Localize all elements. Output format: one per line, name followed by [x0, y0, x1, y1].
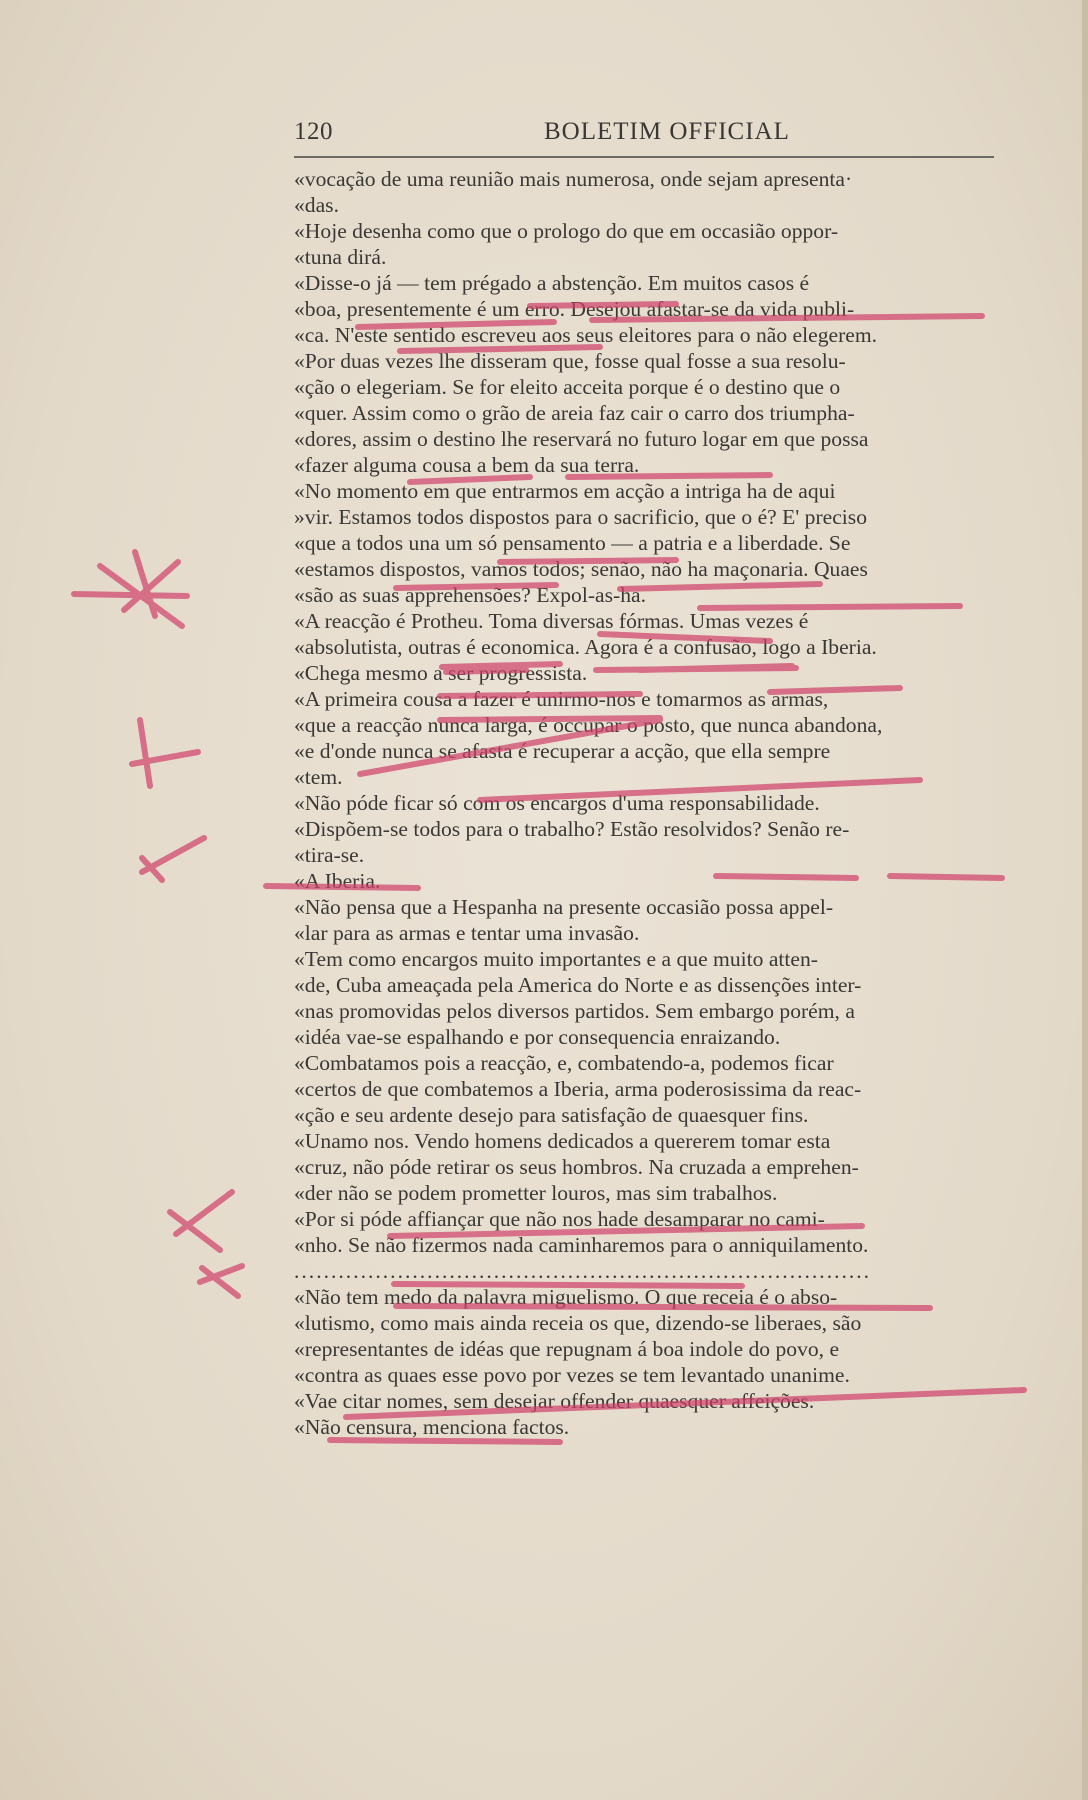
text-line: «A reacção é Protheu. Toma diversas fórmas. Umas vezes é [294, 609, 809, 633]
page-edge [1082, 0, 1088, 1800]
text-line: «Por si póde affiançar que não nos hade desamparar no cami- [294, 1207, 825, 1231]
text-line: «contra as quaes esse povo por vezes se tem levantado unanime. [294, 1363, 850, 1387]
text-line: «A Iberia. [294, 869, 381, 893]
text-line: «nas promovidas pelos diversos partidos. Sem embargo porém, a [294, 999, 855, 1023]
text-line: «Disse-o já — tem prégado a abstenção. Em muitos casos é [294, 271, 810, 295]
text-line: «estamos dispostos, vamos todos; senão, não ha maçonaria. Quaes [294, 557, 868, 581]
text-line: «são as suas apprehensões? Expol-as-ha. [294, 583, 646, 607]
text-line: «ção o elegeriam. Se for eleito acceita porque é o destino que o [294, 375, 841, 399]
text-line: «idéa vae-se espalhando e por consequencia enraizando. [294, 1025, 781, 1049]
text-line: «fazer alguma cousa a bem da sua terra. [294, 453, 640, 477]
text-line: «tuna dirá. [294, 245, 387, 269]
text-line: «certos de que combatemos a Iberia, arma poderosissima da reac- [294, 1077, 862, 1101]
text-line: «Dispõem-se todos para o trabalho? Estão resolvidos? Senão re- [294, 817, 850, 841]
text-line: «ção e seu ardente desejo para satisfação de quaesquer fins. [294, 1103, 809, 1127]
text-line: «No momento em que entrarmos em acção a intriga ha de aqui [294, 479, 836, 503]
text-line: «ca. N'este sentido escreveu aos seus eleitores para o não elegerem. [294, 323, 878, 347]
text-line: «e d'onde nunca se afasta é recuperar a acção, que ella sempre [294, 739, 831, 763]
text-line: «Por duas vezes lhe disseram que, fosse qual fosse a sua resolu- [294, 349, 846, 373]
text-line: «cruz, não póde retirar os seus hombros. Na cruzada a emprehen- [294, 1155, 859, 1179]
text-line: «boa, presentemente é um erro. Desejou afastar-se da vida publi- [294, 297, 855, 321]
text-line: «representantes de idéas que repugnam á boa indole do povo, e [294, 1337, 840, 1361]
body-text [294, 166, 996, 1440]
text-line: «lar para as armas e tentar uma invasão. [294, 921, 640, 945]
journal-title: BOLETIM OFFICIAL [544, 118, 790, 145]
text-line: »vir. Estamos todos dispostos para o sacrificio, que o é? E' preciso [294, 505, 868, 529]
text-line: «Combatamos pois a reacção, e, combatendo-a, podemos ficar [294, 1051, 834, 1075]
text-line: «das. [294, 193, 339, 217]
text-line: «Chega mesmo a ser progressista. [294, 661, 588, 685]
text-line: «que a reacção nunca larga, é occupar o posto, que nunca abandona, [294, 713, 883, 737]
text-line: «tira-se. [294, 843, 365, 867]
text-line: «vocação de uma reunião mais numerosa, onde sejam apresenta· [294, 167, 853, 191]
text-line: «der não se podem prometter louros, mas sim trabalhos. [294, 1181, 778, 1205]
text-line: «tem. [294, 765, 343, 789]
text-line: «absolutista, outras é economica. Agora é a confusão, logo a Iberia. [294, 635, 877, 659]
text-line: «lutismo, como mais ainda receia os que, dizendo-se liberaes, são [294, 1311, 862, 1335]
text-line: «Hoje desenha como que o prologo do que em occasião oppor- [294, 219, 839, 243]
text-line: «Tem como encargos muito importantes e a que muito atten- [294, 947, 818, 971]
text-line: «Vae citar nomes, sem desejar offender quaesquer affeições. [294, 1389, 815, 1413]
text-line: «nho. Se não fizermos nada caminharemos para o anniquilamento. [294, 1233, 869, 1257]
text-line: «quer. Assim como o grão de areia faz cair o carro dos triumpha- [294, 401, 855, 425]
text-line: «Não pensa que a Hespanha na presente occasião possa appel- [294, 895, 834, 919]
text-line: «Não tem medo da palavra miguelismo. O que receia é o abso- [294, 1285, 838, 1309]
text-line: «Não censura, menciona factos. [294, 1415, 570, 1439]
text-line: «de, Cuba ameaçada pela America do Norte e as dissenções inter- [294, 973, 862, 997]
text-line: «que a todos una um só pensamento — a patria e a liberdade. Se [294, 531, 851, 555]
text-line: «Não póde ficar só com os encargos d'uma responsabilidade. [294, 791, 820, 815]
text-line: «Unamo nos. Vendo homens dedicados a quererem tomar esta [294, 1129, 831, 1153]
ellipsis-separator: .............................................................................. [294, 1259, 872, 1283]
page-number: 120 [294, 118, 333, 145]
page-header [294, 118, 994, 152]
header-rule [294, 156, 994, 158]
text-line: «dores, assim o destino lhe reservará no futuro logar em que possa [294, 427, 869, 451]
text-line: «A primeira cousa a fazer é unirmo-nos e tomarmos as armas, [294, 687, 829, 711]
